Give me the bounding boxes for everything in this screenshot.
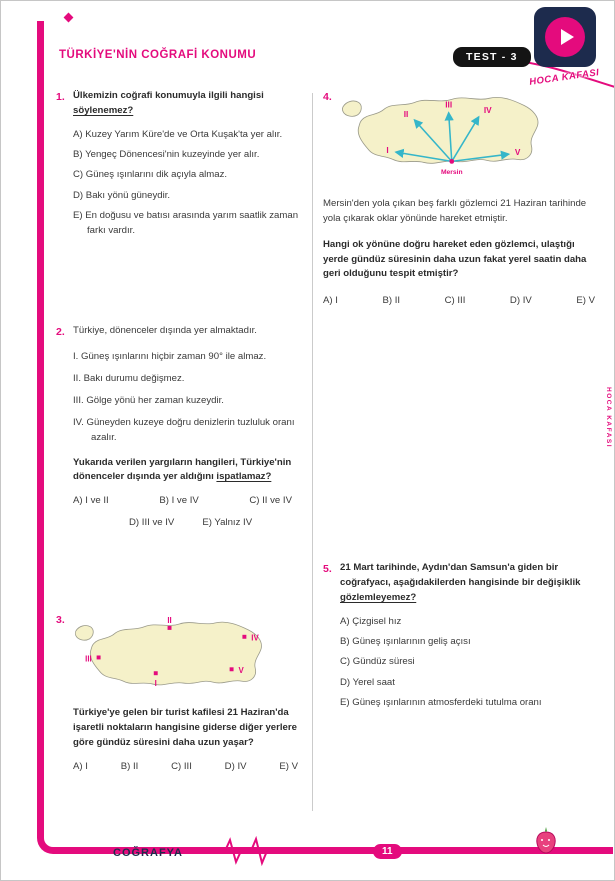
- option: A) I ve II: [73, 495, 109, 507]
- question-3-options: [73, 760, 302, 775]
- map-label: II: [167, 615, 172, 625]
- turkey-map: [73, 614, 270, 696]
- question-1: [56, 89, 302, 244]
- page-number-badge: 11: [373, 844, 402, 859]
- question-columns: [56, 89, 599, 811]
- option: E) Güneş ışınlarının atmosferdeki tutulma oranı: [340, 697, 542, 709]
- strawberry-mascot-icon: [534, 826, 558, 854]
- question-2-options-row1: [73, 494, 302, 509]
- question-4-stem: Hangi ok yönüne doğru hareket eden gözlemci, ulaştığı yerde gündüz süresinin daha uzun fakat yerel saatin daha geri olduğunu tespit etmiştir?: [323, 238, 587, 280]
- option: C) Güneş ışınlarını dik açıyla almaz.: [73, 169, 228, 181]
- option: C) III: [444, 295, 466, 307]
- option: C) Gündüz süresi: [340, 656, 415, 668]
- question-5-stem: 21 Mart tarihinde, Aydın'dan Samsun'a giden bir coğrafyacı, aşağıdakilerden hangisinde bir değişiklik gözlemleyemez?: [340, 562, 581, 603]
- question-5-options: [340, 615, 599, 711]
- question-4-map: [340, 89, 547, 179]
- play-icon: [545, 17, 585, 57]
- option: A) I: [73, 760, 88, 772]
- option: E) En doğusu ve batısı arasında yarım saatlik zaman farkı vardır.: [73, 210, 299, 237]
- option: C) III: [171, 760, 192, 772]
- turkey-map: [340, 89, 547, 179]
- option: E) V: [279, 760, 298, 772]
- question-1-stem: Ülkemizin coğrafi konumuyla ilgili hangisi söylenemez?: [73, 90, 264, 116]
- brand-name: HOCA KAFASI: [528, 67, 601, 88]
- side-brand-text: HOCA KAFASI: [605, 387, 612, 449]
- question-4: [323, 89, 599, 309]
- map-label: IV: [483, 105, 492, 115]
- question-4-intro: Mersin'den yola çıkan beş farklı gözlemci 21 Haziran tarihinde yola çıkarak oklar yönünde hareket etmiştir.: [323, 198, 587, 224]
- question-3-map: [73, 614, 302, 696]
- map-label: III: [85, 654, 92, 664]
- map-label: IV: [251, 633, 259, 643]
- question-1-number: 1.: [56, 91, 65, 103]
- question-2-stem: Yukarıda verilen yargıların hangileri, Türkiye'nin dönenceler dışında yer aldığını ispatlamaz?: [73, 456, 292, 483]
- option: D) Yerel saat: [340, 676, 395, 688]
- question-3: [56, 612, 302, 781]
- map-point-V: [230, 667, 234, 671]
- option: A) I: [323, 295, 338, 307]
- option: D) IV: [509, 295, 532, 307]
- map-label: V: [514, 148, 521, 158]
- question-4-number: 4.: [323, 91, 332, 103]
- map-label: I: [154, 678, 157, 688]
- map-point-II: [168, 626, 172, 630]
- map-point-IV: [242, 635, 246, 639]
- option: E) V: [576, 295, 595, 307]
- option: D) IV: [224, 760, 247, 772]
- statement: II. Bakı durumu değişmez.: [73, 373, 185, 385]
- page-title: TÜRKİYE'NİN COĞRAFİ KONUMU: [59, 49, 257, 61]
- option: C) II ve IV: [249, 495, 292, 507]
- left-column: [56, 89, 302, 811]
- option: D) Bakı yönü güneydir.: [73, 189, 171, 201]
- option: B) Yengeç Dönencesi'nin kuzeyinde yer alır.: [73, 149, 260, 161]
- right-column: [323, 89, 599, 811]
- option: B) Güneş ışınlarının geliş açısı: [340, 636, 471, 648]
- question-2: [56, 324, 302, 538]
- option: A) Çizgisel hız: [340, 615, 402, 627]
- map-label: I: [386, 146, 389, 156]
- option: B) II: [382, 295, 401, 307]
- mersin-point: [449, 159, 454, 164]
- question-2-number: 2.: [56, 326, 65, 339]
- option: D) III ve IV: [129, 517, 175, 529]
- option: B) I ve IV: [159, 495, 199, 507]
- test-number-badge: TEST - 3: [453, 47, 531, 67]
- question-5-number: 5.: [323, 563, 332, 576]
- option: E) Yalnız IV: [202, 517, 253, 529]
- map-label: III: [445, 100, 453, 110]
- question-2-statements: [73, 350, 302, 445]
- question-2-intro: Türkiye, dönenceler dışında yer almaktadır.: [73, 325, 257, 337]
- map-label: V: [238, 666, 244, 676]
- option: B) II: [120, 760, 139, 772]
- question-3-stem: Türkiye'ye gelen bir turist kafilesi 21 Haziran'da işaretli noktaların hangisine giderse diğer yerlere göre gündüz süresini daha uzun yaşar?: [73, 706, 297, 748]
- play-triangle-icon: [561, 29, 574, 45]
- statement: III. Gölge yönü her zaman kuzeydir.: [73, 394, 224, 406]
- subject-label: COĞRAFYA: [113, 847, 183, 859]
- map-label: II: [403, 109, 409, 119]
- heartbeat-line-icon: [213, 836, 291, 866]
- question-3-number: 3.: [56, 613, 65, 626]
- option: A) Kuzey Yarım Küre'de ve Orta Kuşak'ta yer alır.: [73, 128, 283, 140]
- map-point-I: [154, 671, 158, 675]
- publisher-logo: [528, 7, 601, 88]
- statement: IV. Güneyden kuzeye doğru denizlerin tuzluluk oranı azalır.: [73, 416, 295, 443]
- statement: I. Güneş ışınlarını hiçbir zaman 90° ile almaz.: [73, 351, 267, 363]
- question-4-options: [323, 294, 599, 309]
- question-1-options: [73, 128, 302, 239]
- map-point-III: [97, 655, 101, 659]
- mersin-label: Mersin: [440, 168, 463, 176]
- column-divider: [312, 93, 313, 811]
- question-2-options-row2: [73, 516, 302, 531]
- question-5: [323, 561, 599, 716]
